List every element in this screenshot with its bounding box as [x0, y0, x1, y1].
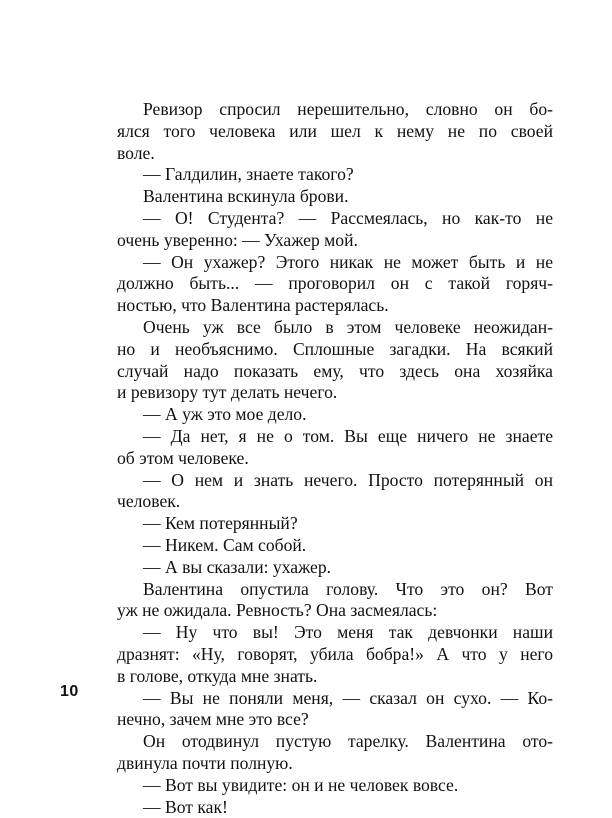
text-line: человек. — [117, 491, 553, 513]
text-line: в голове, откуда мне знать. — [117, 666, 553, 688]
text-line: случай надо показать ему, что здесь она хозяйка — [117, 361, 553, 383]
text-line: — Вот как! — [117, 797, 553, 818]
page-number: 10 — [60, 683, 79, 701]
text-line: Валентина опустила голову. Что это он? Вот — [117, 579, 553, 601]
text-line: — О! Студента? — Рассмеялась, но как-то не — [117, 208, 553, 230]
text-line: ялся того человека или шел к нему не по своей — [117, 121, 553, 143]
text-line: — Галдилин, знаете такого? — [117, 164, 553, 186]
text-line: двинула почти полную. — [117, 753, 553, 775]
text-line: — О нем и знать нечего. Просто потерянный он — [117, 470, 553, 492]
text-line: очень уверенно: — Ухажер мой. — [117, 230, 553, 252]
text-line: — Да нет, я не о том. Вы еще ничего не знаете — [117, 426, 553, 448]
text-line: Валентина вскинула брови. — [117, 186, 553, 208]
text-line: — Вы не поняли меня, — сказал он сухо. — Ко- — [117, 688, 553, 710]
text-line: и ревизору тут делать нечего. — [117, 382, 553, 404]
text-line: — Ну что вы! Это меня так девчонки наши — [117, 622, 553, 644]
text-line: уж не ожидала. Ревность? Она засмеялась: — [117, 600, 553, 622]
text-line: но и необъяснимо. Сплошные загадки. На всякий — [117, 339, 553, 361]
text-line: Ревизор спросил нерешительно, словно он бо- — [117, 99, 553, 121]
text-line: нечно, зачем мне это все? — [117, 709, 553, 731]
text-line: дразнят: «Ну, говорят, убила бобра!» А что у него — [117, 644, 553, 666]
text-line: ностью, что Валентина растерялась. — [117, 295, 553, 317]
text-line: воле. — [117, 143, 553, 165]
text-line: — Никем. Сам собой. — [117, 535, 553, 557]
text-line: — Он ухажер? Этого никак не может быть и не — [117, 252, 553, 274]
text-line: об этом человеке. — [117, 448, 553, 470]
text-line: — А уж это мое дело. — [117, 404, 553, 426]
text-line: должно быть... — проговорил он с такой горяч- — [117, 273, 553, 295]
text-line: — А вы сказали: ухажер. — [117, 557, 553, 579]
text-line: Он отодвинул пустую тарелку. Валентина ото- — [117, 731, 553, 753]
text-line: — Вот вы увидите: он и не человек вовсе. — [117, 775, 553, 797]
text-line: Очень уж все было в этом человеке неожидан- — [117, 317, 553, 339]
body-text — [117, 99, 553, 818]
text-line: — Кем потерянный? — [117, 513, 553, 535]
